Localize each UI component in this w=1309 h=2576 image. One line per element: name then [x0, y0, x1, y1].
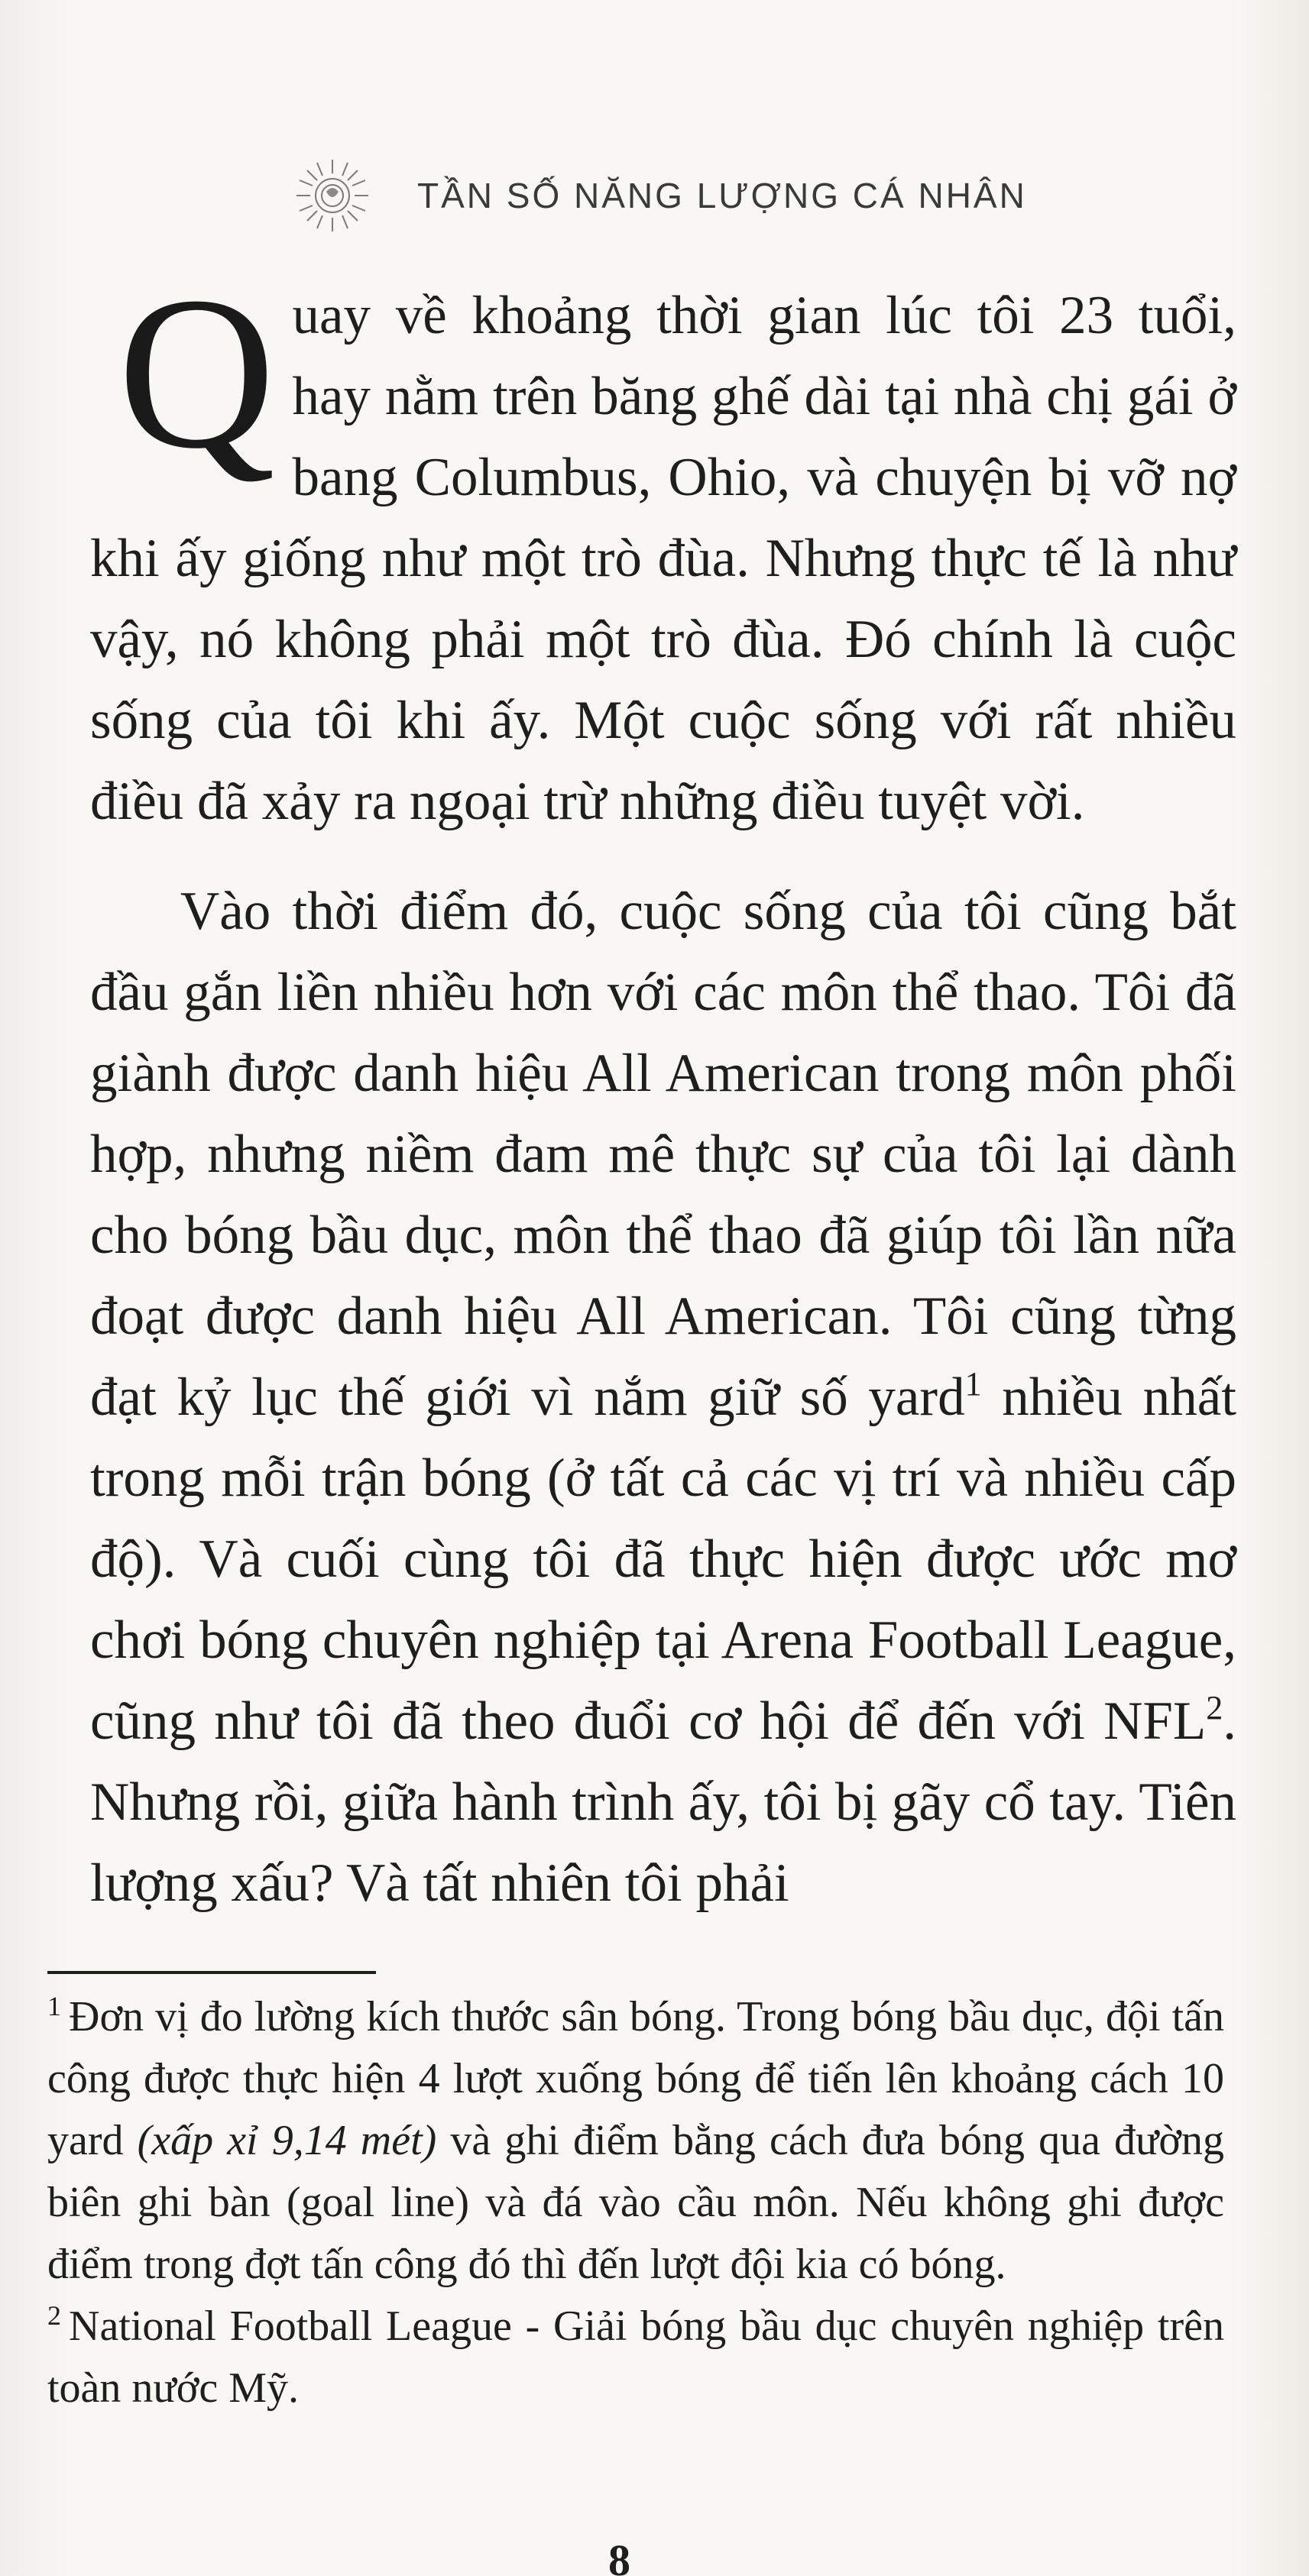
footnote-marker-2: 2 [47, 2300, 61, 2331]
paragraph-2-text-part-2: nhiều nhất trong mỗi trận bóng (ở tất cả các vị trí và nhiều cấp độ). Và cuối cùng tôi đã thực hiện được ước mơ chơi bóng chuyên nghiệp tại Arena Football League, cũng như tôi đã theo đuổi cơ hội để đến với NFL [90, 1367, 1236, 1751]
footnote-ref-2: 2 [1206, 1689, 1223, 1727]
page-number: 8 [608, 2536, 630, 2576]
running-header [290, 150, 1027, 241]
footnote-1-text-after: và ghi điểm bằng cách đưa bóng qua đường biên ghi bàn (goal line) và đá vào cầu môn. Nếu không ghi được điểm trong đợt tấn công đó thì đến lượt đội kia có bóng. [47, 2117, 1224, 2288]
footnote-1-italic: (xấp xỉ 9,14 mét) [137, 2117, 437, 2164]
footnote-1-text-before: Đơn vị đo lường kích thước sân bóng. Trong bóng bầu dục, đội tấn công được thực hiện 4 lượt xuống bóng để tiến lên khoảng cách 10 yard [47, 1993, 1224, 2164]
footnote-2 [47, 2296, 1224, 2419]
drop-cap: Q [118, 251, 276, 494]
sunburst-ornament-icon [290, 154, 374, 238]
footnotes [47, 1986, 1224, 2419]
paragraph-2-text-part-1: Vào thời điểm đó, cuộc sống của tôi cũng bắt đầu gắn liền nhiều hơn với các môn thể thao. Tôi đã giành được danh hiệu All American trong môn phối hợp, nhưng niềm đam mê thực sự của tôi lại dành cho bóng bầu dục, môn thể thao đã giúp tôi lần nữa đoạt được danh hiệu All American. Tôi cũng từng đạt kỷ lục thế giới vì nắm giữ số yard [90, 882, 1236, 1427]
footnote-divider [47, 1971, 376, 1974]
footnote-marker-1: 1 [47, 1991, 61, 2021]
header-title: TẦN SỐ NĂNG LƯỢNG CÁ NHÂN [417, 176, 1027, 215]
footnote-ref-1: 1 [964, 1365, 982, 1403]
footnote-1 [47, 1986, 1224, 2296]
paragraph-2-text-part-3: . Nhưng rồi, giữa hành trình ấy, tôi bị gãy cổ tay. Tiên lượng xấu? Và tất nhiên tôi phải [90, 1691, 1236, 1913]
paragraph-2 [90, 871, 1236, 1924]
footnote-2-text: National Football League - Giải bóng bầu dục chuyên nghiệp trên toàn nước Mỹ. [47, 2303, 1224, 2412]
paragraph-1 [90, 251, 1236, 842]
paragraph-1-text: uay về khoảng thời gian lúc tôi 23 tuổi, hay nằm trên băng ghế dài tại nhà chị gái ở bang Columbus, Ohio, và chuyện bị vỡ nợ khi ấy giống như một trò đùa. Nhưng thực tế là như vậy, nó không phải một trò đùa. Đó chính là cuộc sống của tôi khi ấy. Một cuộc sống với rất nhiều điều đã xảy ra ngoại trừ những điều tuyệt vời. [90, 286, 1236, 831]
